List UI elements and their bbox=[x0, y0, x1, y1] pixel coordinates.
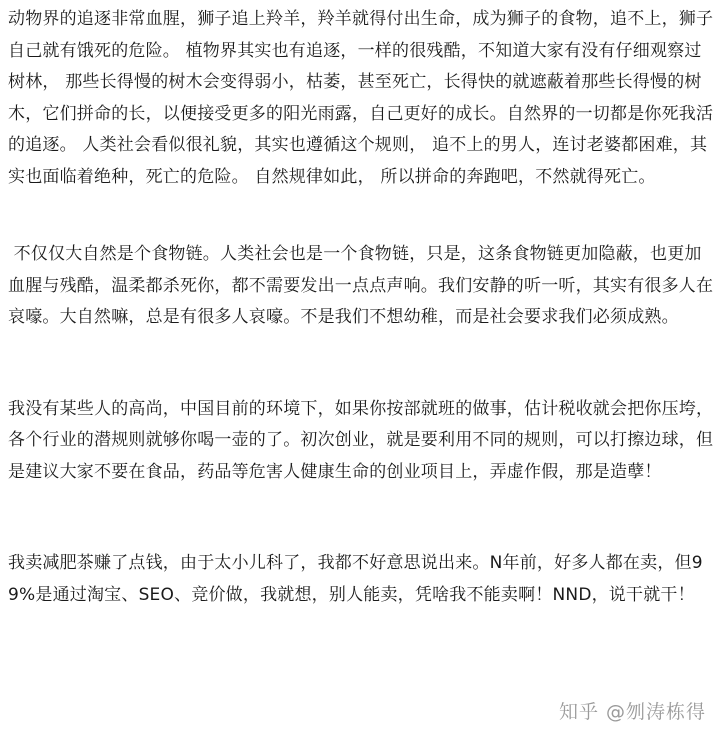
paragraph-3: 我没有某些人的高尚，中国目前的环境下，如果你按部就班的做事，估计税收就会把你压垮，各个行业的潜规则就够你喝一壶的了。初次创业，就是要利用不同的规则，可以打擦边球，但是建议大家不要在食品，药品等危害人健康生命的创业项目上，弄虚作假，那是造孽！ bbox=[8, 398, 714, 482]
zhihu-watermark bbox=[559, 697, 706, 724]
paragraph-4: 我卖减肥茶赚了点钱，由于太小儿科了，我都不好意思说出来。N年前，好多人都在卖，但99%是通过淘宝、SEO、竞价做，我就想，别人能卖，凭啥我不能卖啊！NND，说干就干！ bbox=[8, 553, 703, 605]
article-body bbox=[8, 4, 714, 611]
watermark-text: 知乎 @刎涛栋得 bbox=[558, 701, 706, 723]
paragraph-2: 不仅仅大自然是个食物链。人类社会也是一个食物链，只是，这条食物链更加隐蔽，也更加血腥与残酷，温柔都杀死你，都不需要发出一点点声响。我们安静的听一听，其实有很多人在哀嚎。大自然嘛，总是有很多人哀嚎。不是我们不想幼稚，而是社会要求我们必须成熟。 bbox=[8, 244, 714, 327]
paragraph-1: 动物界的追逐非常血腥，狮子追上羚羊，羚羊就得付出生命，成为狮子的食物，追不上，狮子自己就有饿死的危险。 植物界其实也有追逐，一样的很残酷，不知道大家有没有仔细观察过树林， 那些长得慢的树木会变得弱小，枯萎，甚至死亡，长得快的就遮蔽着那些长得慢的树木，它们拼命的长，以便接受更多的阳光雨露，自己更好的成长。自然界的一切都是你死我活的追逐。 人类社会看似很礼貌，其实也遵循这个规则， 追不上的男人，连讨老婆都困难，其实也面临着绝种，死亡的危险。 自然规律如此， 所以拼命的奔跑吧，不然就得死亡。 bbox=[8, 9, 714, 187]
